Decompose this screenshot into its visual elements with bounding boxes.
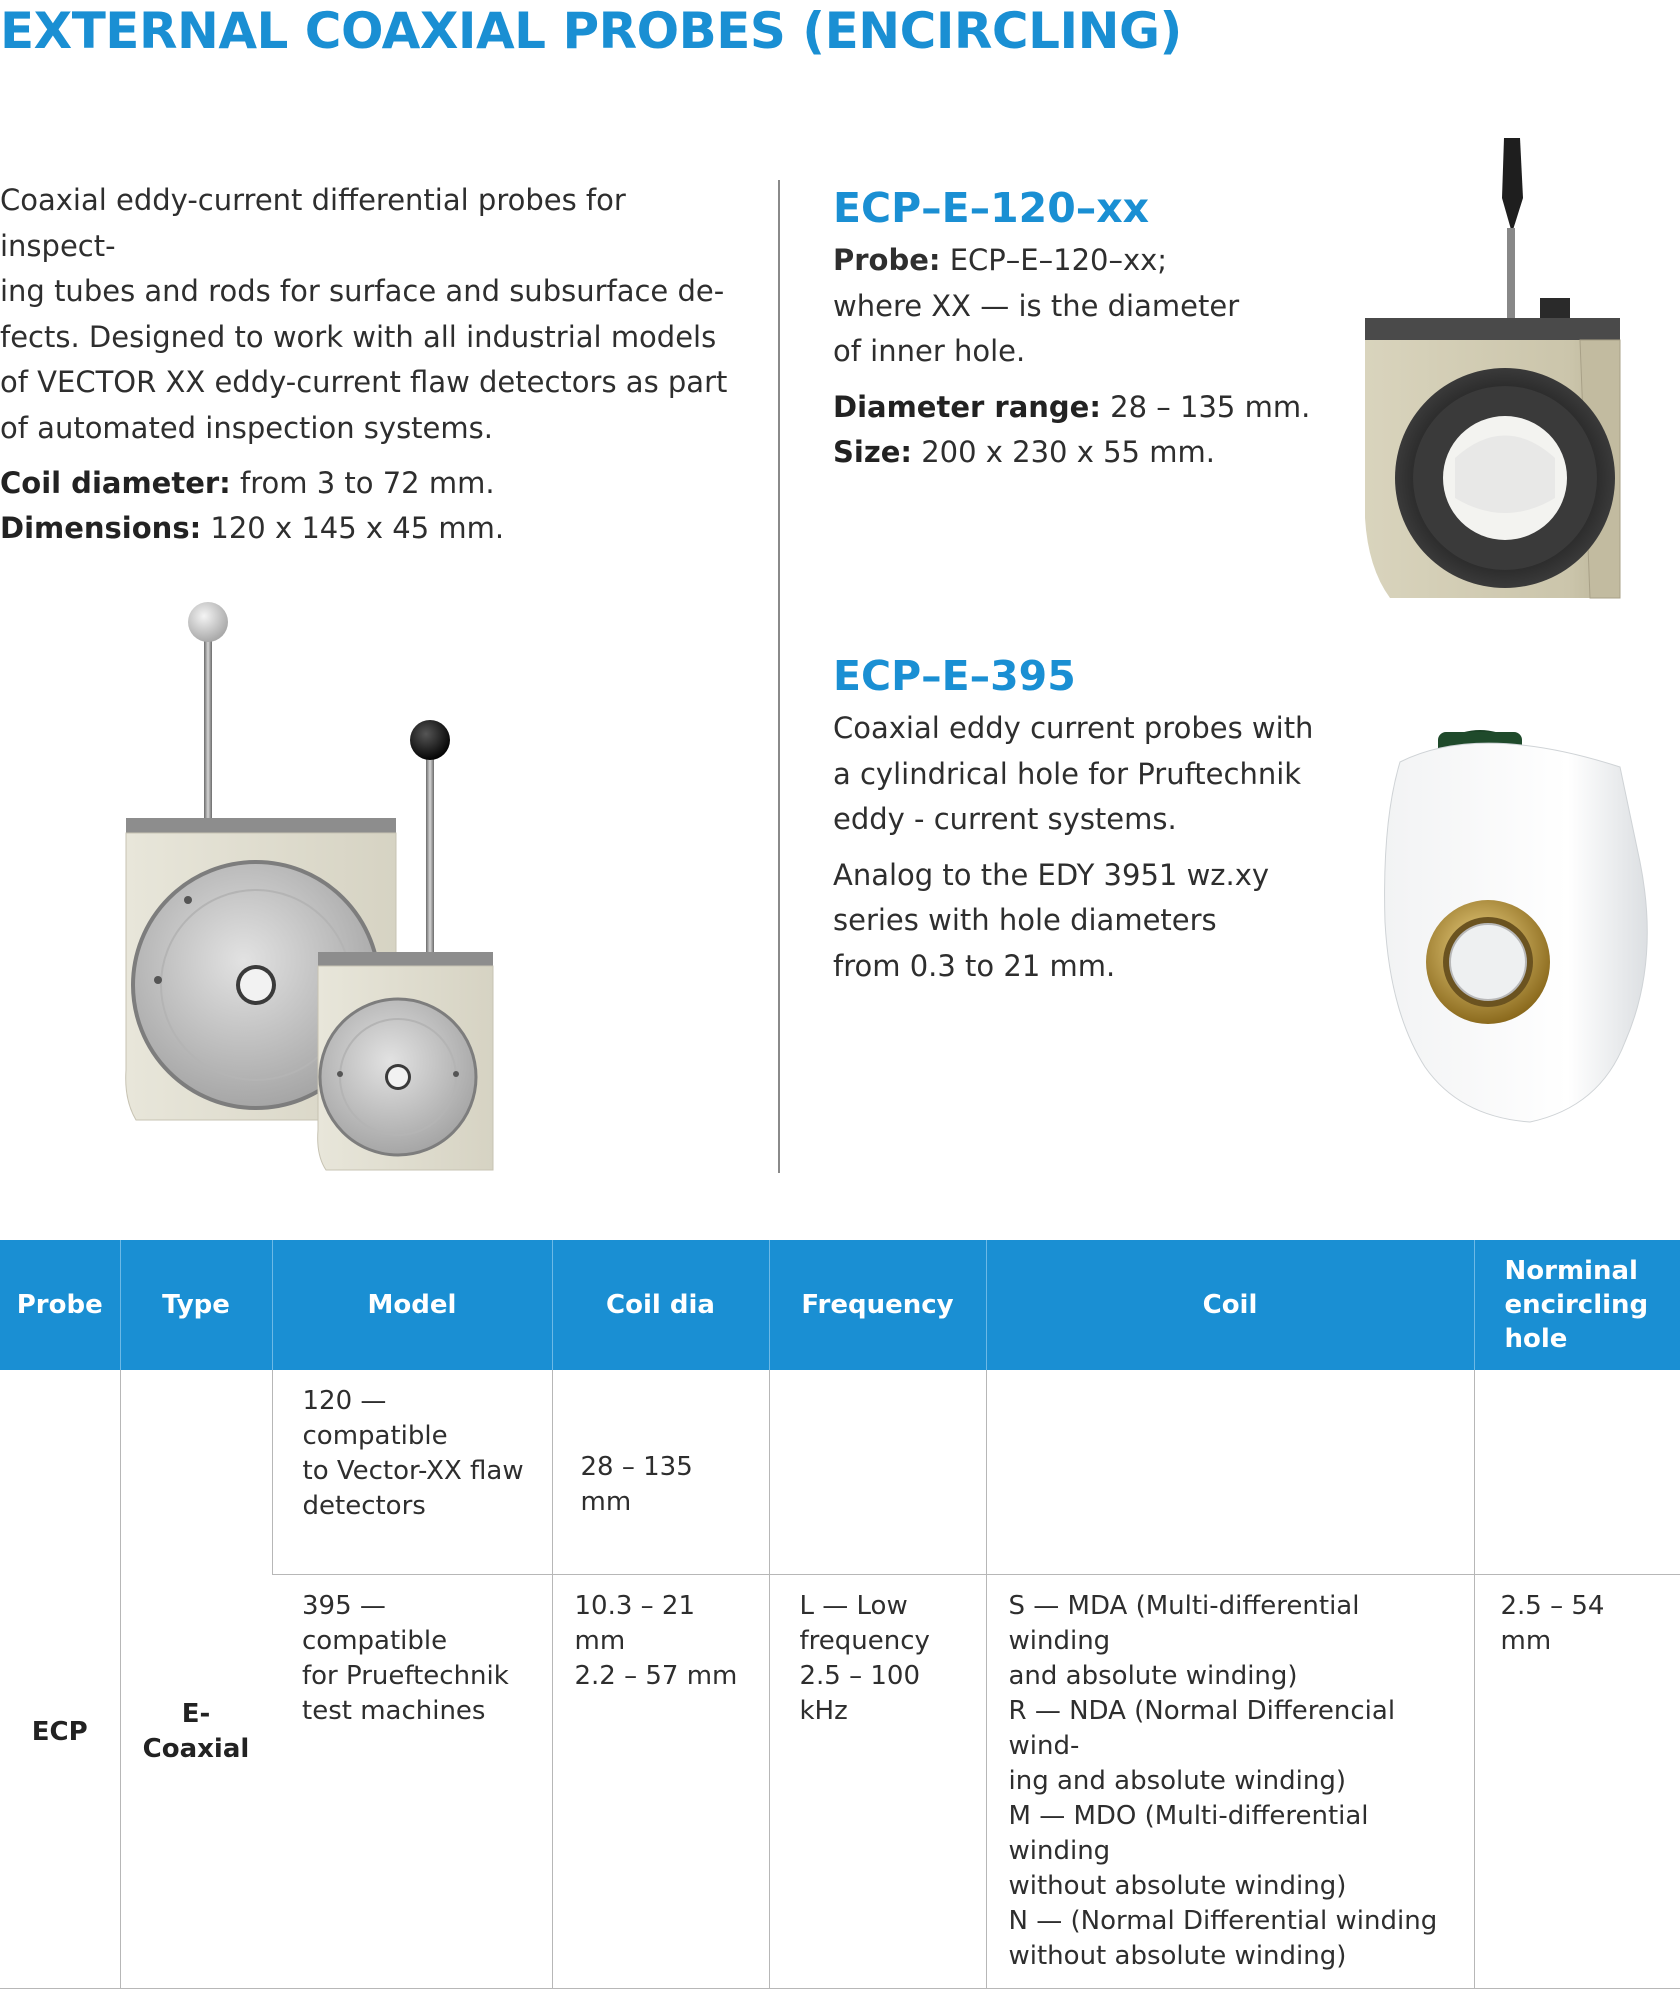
cell-hole: 2.5 – 54 mm — [1474, 1575, 1680, 1989]
cell-probe: ECP — [0, 1370, 120, 1989]
intro-text: Coaxial eddy-current differential probes for inspect- ing tubes and rods for surface and subsurface de- fects. Designed to work with all industrial models of VECTOR XX eddy-current flaw detectors as part of automated inspection systems. — [0, 183, 728, 445]
probe-120-image — [1360, 138, 1630, 608]
product-ecp-e-395 — [833, 652, 1353, 999]
product-title: ECP–E–395 — [833, 652, 1076, 700]
size-spec — [833, 430, 1353, 475]
header-probe: Probe — [0, 1240, 120, 1370]
size-label: Size: — [833, 434, 912, 469]
diameter-range-label: Diameter range: — [833, 389, 1101, 424]
header-coil-dia: Coil dia — [552, 1240, 769, 1370]
diameter-range-spec — [833, 385, 1353, 430]
probe-value: ECP–E–120–xx; where XX — is the diameter of inner hole. — [833, 243, 1240, 368]
product-description: Coaxial eddy current probes with a cylindrical hole for Pruftechnik eddy - current systems. — [833, 711, 1314, 836]
column-divider — [778, 180, 780, 1173]
coil-diameter-label: Coil diameter: — [0, 466, 231, 500]
product-ecp-e-120 — [833, 184, 1353, 475]
table-row — [0, 1370, 1680, 1575]
header-nominal-hole: Norminal encircling hole — [1474, 1240, 1680, 1370]
product-title: ECP–E–120–xx — [833, 184, 1150, 232]
probe-spec — [833, 238, 1353, 375]
header-coil: Coil — [986, 1240, 1474, 1370]
diameter-range-value: 28 – 135 mm. — [1100, 389, 1311, 424]
cell-frequency — [769, 1370, 986, 1575]
probes-pair-image — [118, 600, 518, 1180]
probe-395-image — [1370, 712, 1660, 1132]
dimensions-spec — [0, 506, 740, 551]
page-title: EXTERNAL COAXIAL PROBES (ENCIRCLING) — [0, 2, 1182, 60]
coil-diameter-value: from 3 to 72 mm. — [230, 466, 495, 500]
cell-coil: S — MDA (Multi-differential winding and absolute winding) R — NDA (Normal Differencial wind- ing and absolute winding) M — MDO (Multi-differential winding without absolute winding) N — (Normal Differential winding without absolute winding) — [986, 1575, 1474, 1989]
specification-table — [0, 1240, 1680, 1989]
cell-model: 395 — compatible for Prueftechnik test machines — [272, 1575, 552, 1989]
header-frequency: Frequency — [769, 1240, 986, 1370]
cell-coil — [986, 1370, 1474, 1575]
header-type: Type — [120, 1240, 272, 1370]
intro-section — [0, 178, 740, 551]
cell-coil-dia: 28 – 135 mm — [552, 1370, 769, 1575]
cell-model: 120 — compatible to Vector-XX flaw detectors — [272, 1370, 552, 1575]
header-model: Model — [272, 1240, 552, 1370]
product-analog-note: Analog to the EDY 3951 wz.xy series with hole diameters from 0.3 to 21 mm. — [833, 857, 1270, 983]
coil-diameter-spec — [0, 461, 740, 506]
probe-label: Probe: — [833, 243, 941, 277]
cell-coil-dia: 10.3 – 21 mm 2.2 – 57 mm — [552, 1575, 769, 1989]
cell-type: E-Coaxial — [120, 1370, 272, 1989]
table-header-row — [0, 1240, 1680, 1370]
size-value: 200 x 230 x 55 mm. — [911, 434, 1215, 469]
cell-frequency: L — Low frequency 2.5 – 100 kHz — [769, 1575, 986, 1989]
dimensions-label: Dimensions: — [0, 511, 202, 545]
cell-hole — [1474, 1370, 1680, 1575]
dimensions-value: 120 x 145 x 45 mm. — [201, 511, 505, 545]
